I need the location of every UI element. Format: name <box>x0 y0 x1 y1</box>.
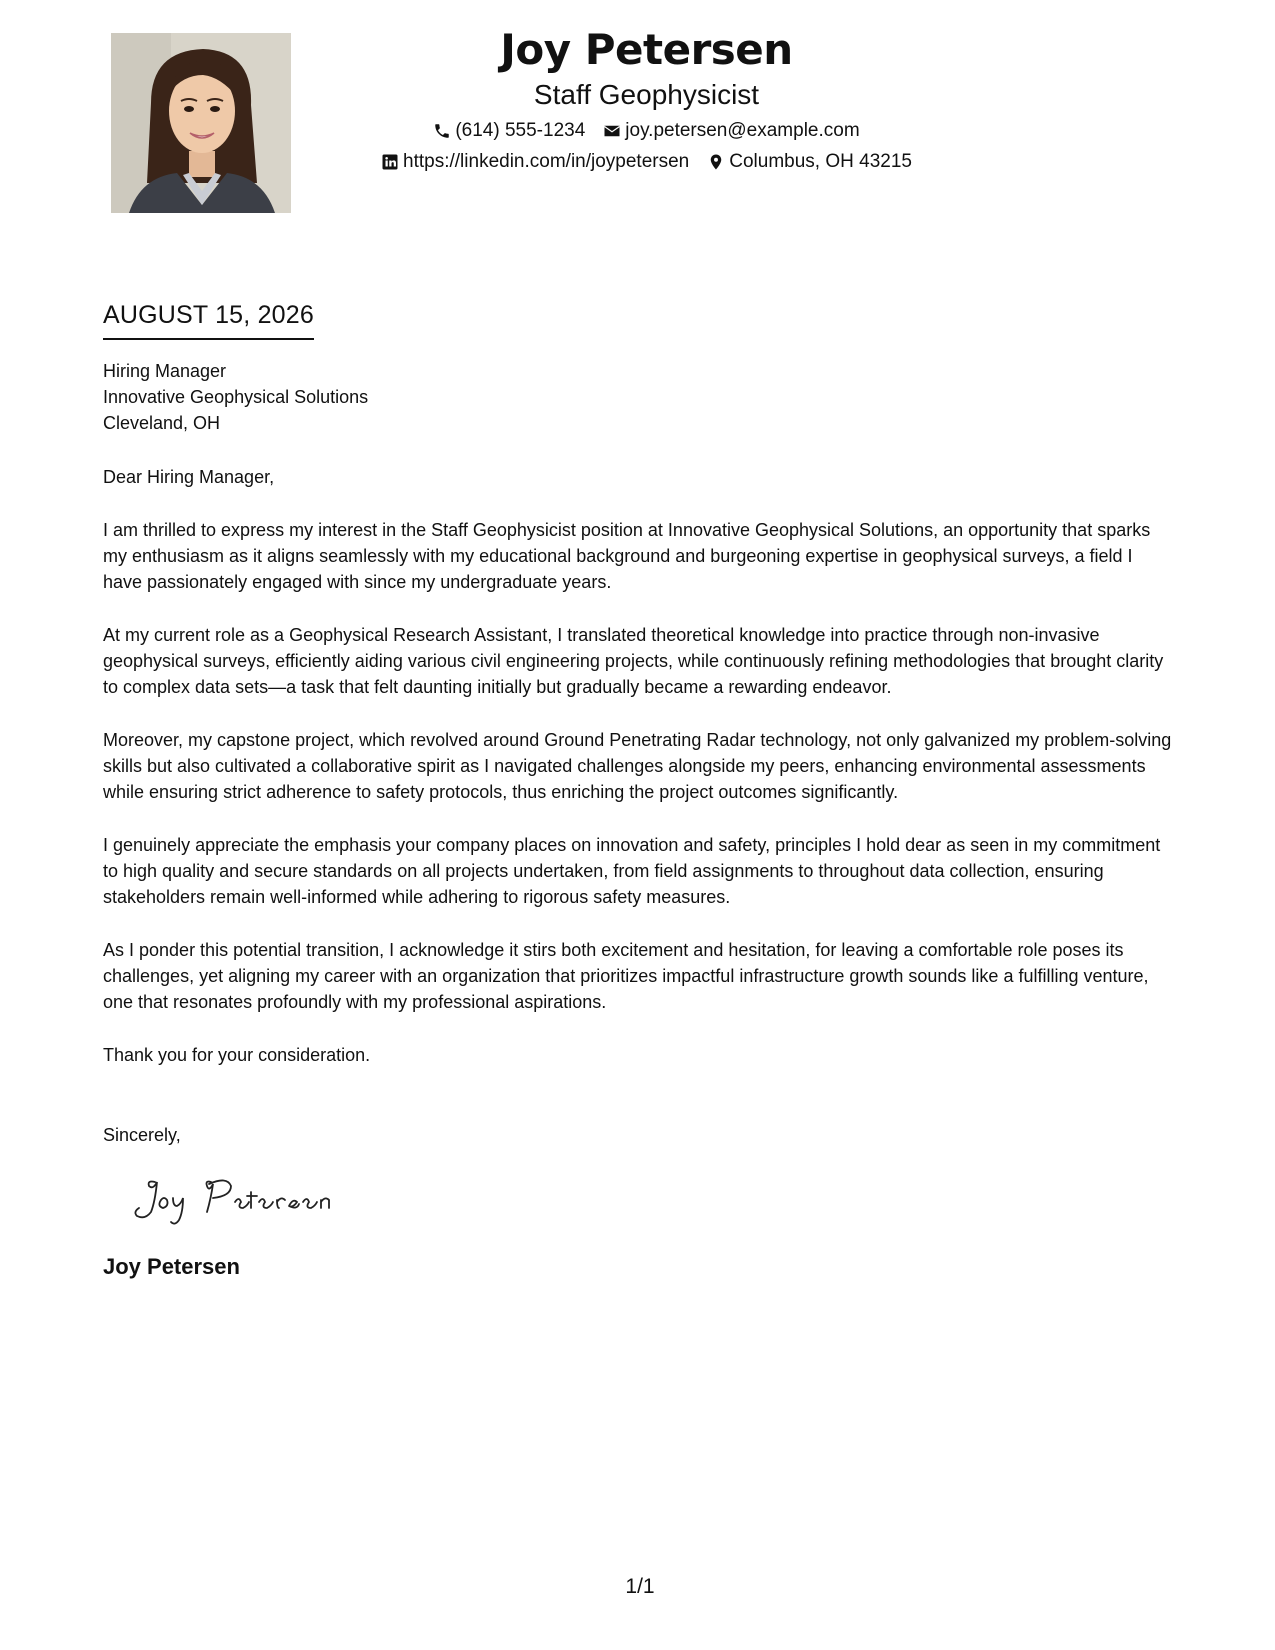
location-text: Columbus, OH 43215 <box>729 151 912 172</box>
letter-date: AUGUST 15, 2026 <box>103 298 314 340</box>
phone-text: (614) 555-1234 <box>455 120 586 141</box>
email-contact[interactable] <box>603 118 859 144</box>
closing: Sincerely, <box>103 1125 181 1145</box>
body-paragraph: As I ponder this potential transition, I acknowledge it stirs both excitement and hesitation, for leaving a comfortable role poses its challenges, yet aligning my career with an organization that prioritizes impactful infrastructure growth sounds like a fulfilling venture, one that resonates profoundly with my professional aspirations. <box>103 940 1149 1012</box>
phone-icon <box>433 122 451 140</box>
contact-row-1 <box>0 118 1275 144</box>
linkedin-text[interactable]: https://linkedin.com/in/joypetersen <box>403 151 690 172</box>
location-contact <box>707 149 912 175</box>
contact-row-2 <box>0 149 1275 175</box>
recipient-line: Cleveland, OH <box>103 413 221 433</box>
phone-contact <box>433 118 585 144</box>
linkedin-icon <box>381 153 399 171</box>
letter-body <box>103 298 1173 1281</box>
recipient-line: Hiring Manager <box>103 361 227 381</box>
body-paragraph: Thank you for your consideration. <box>103 1045 371 1065</box>
signer-name: Joy Petersen <box>103 1254 240 1279</box>
email-text[interactable]: joy.petersen@example.com <box>625 120 860 141</box>
candidate-title: Staff Geophysicist <box>533 79 760 110</box>
body-paragraph: I genuinely appreciate the emphasis your company places on innovation and safety, principles I hold dear as seen in my commitment to high quality and secure standards on all projects undertaken, from field assignments to throughout data collection, ensuring stakeholders remain well-informed while adhering to rigorous safety measures. <box>103 835 1161 907</box>
linkedin-contact[interactable] <box>381 149 689 175</box>
letter-header <box>0 22 1275 175</box>
recipient-line: Innovative Geophysical Solutions <box>103 387 369 407</box>
salutation: Dear Hiring Manager, <box>103 467 275 487</box>
envelope-icon <box>603 122 621 140</box>
body-paragraph: I am thrilled to express my interest in the Staff Geophysicist position at Innovative Geophysical Solutions, an opportunity that sparks my enthusiasm as it aligns seamlessly with my educational background and burgeoning expertise in geophysical surveys, a field I have passionately engaged with since my undergraduate years. <box>103 520 1151 592</box>
body-paragraph: Moreover, my capstone project, which revolved around Ground Penetrating Radar technology, not only galvanized my problem-solving skills but also cultivated a collaborative spirit as I navigated challenges alongside my peers, enhancing environmental assessments while ensuring strict adherence to safety protocols, thus enriching the project outcomes significantly. <box>103 730 1172 802</box>
page-number: 1/1 <box>625 1575 655 1598</box>
recipient-block <box>103 358 1173 436</box>
candidate-name: Joy Petersen <box>500 25 793 74</box>
map-pin-icon <box>707 153 725 171</box>
body-paragraph: At my current role as a Geophysical Research Assistant, I translated theoretical knowledge into practice through non-invasive geophysical surveys, efficiently aiding various civil engineering projects, while continuously refining methodologies that brought clarity to complex data sets—a task that felt daunting initially but gradually became a rewarding endeavor. <box>103 625 1164 697</box>
handwritten-signature <box>127 1172 347 1228</box>
